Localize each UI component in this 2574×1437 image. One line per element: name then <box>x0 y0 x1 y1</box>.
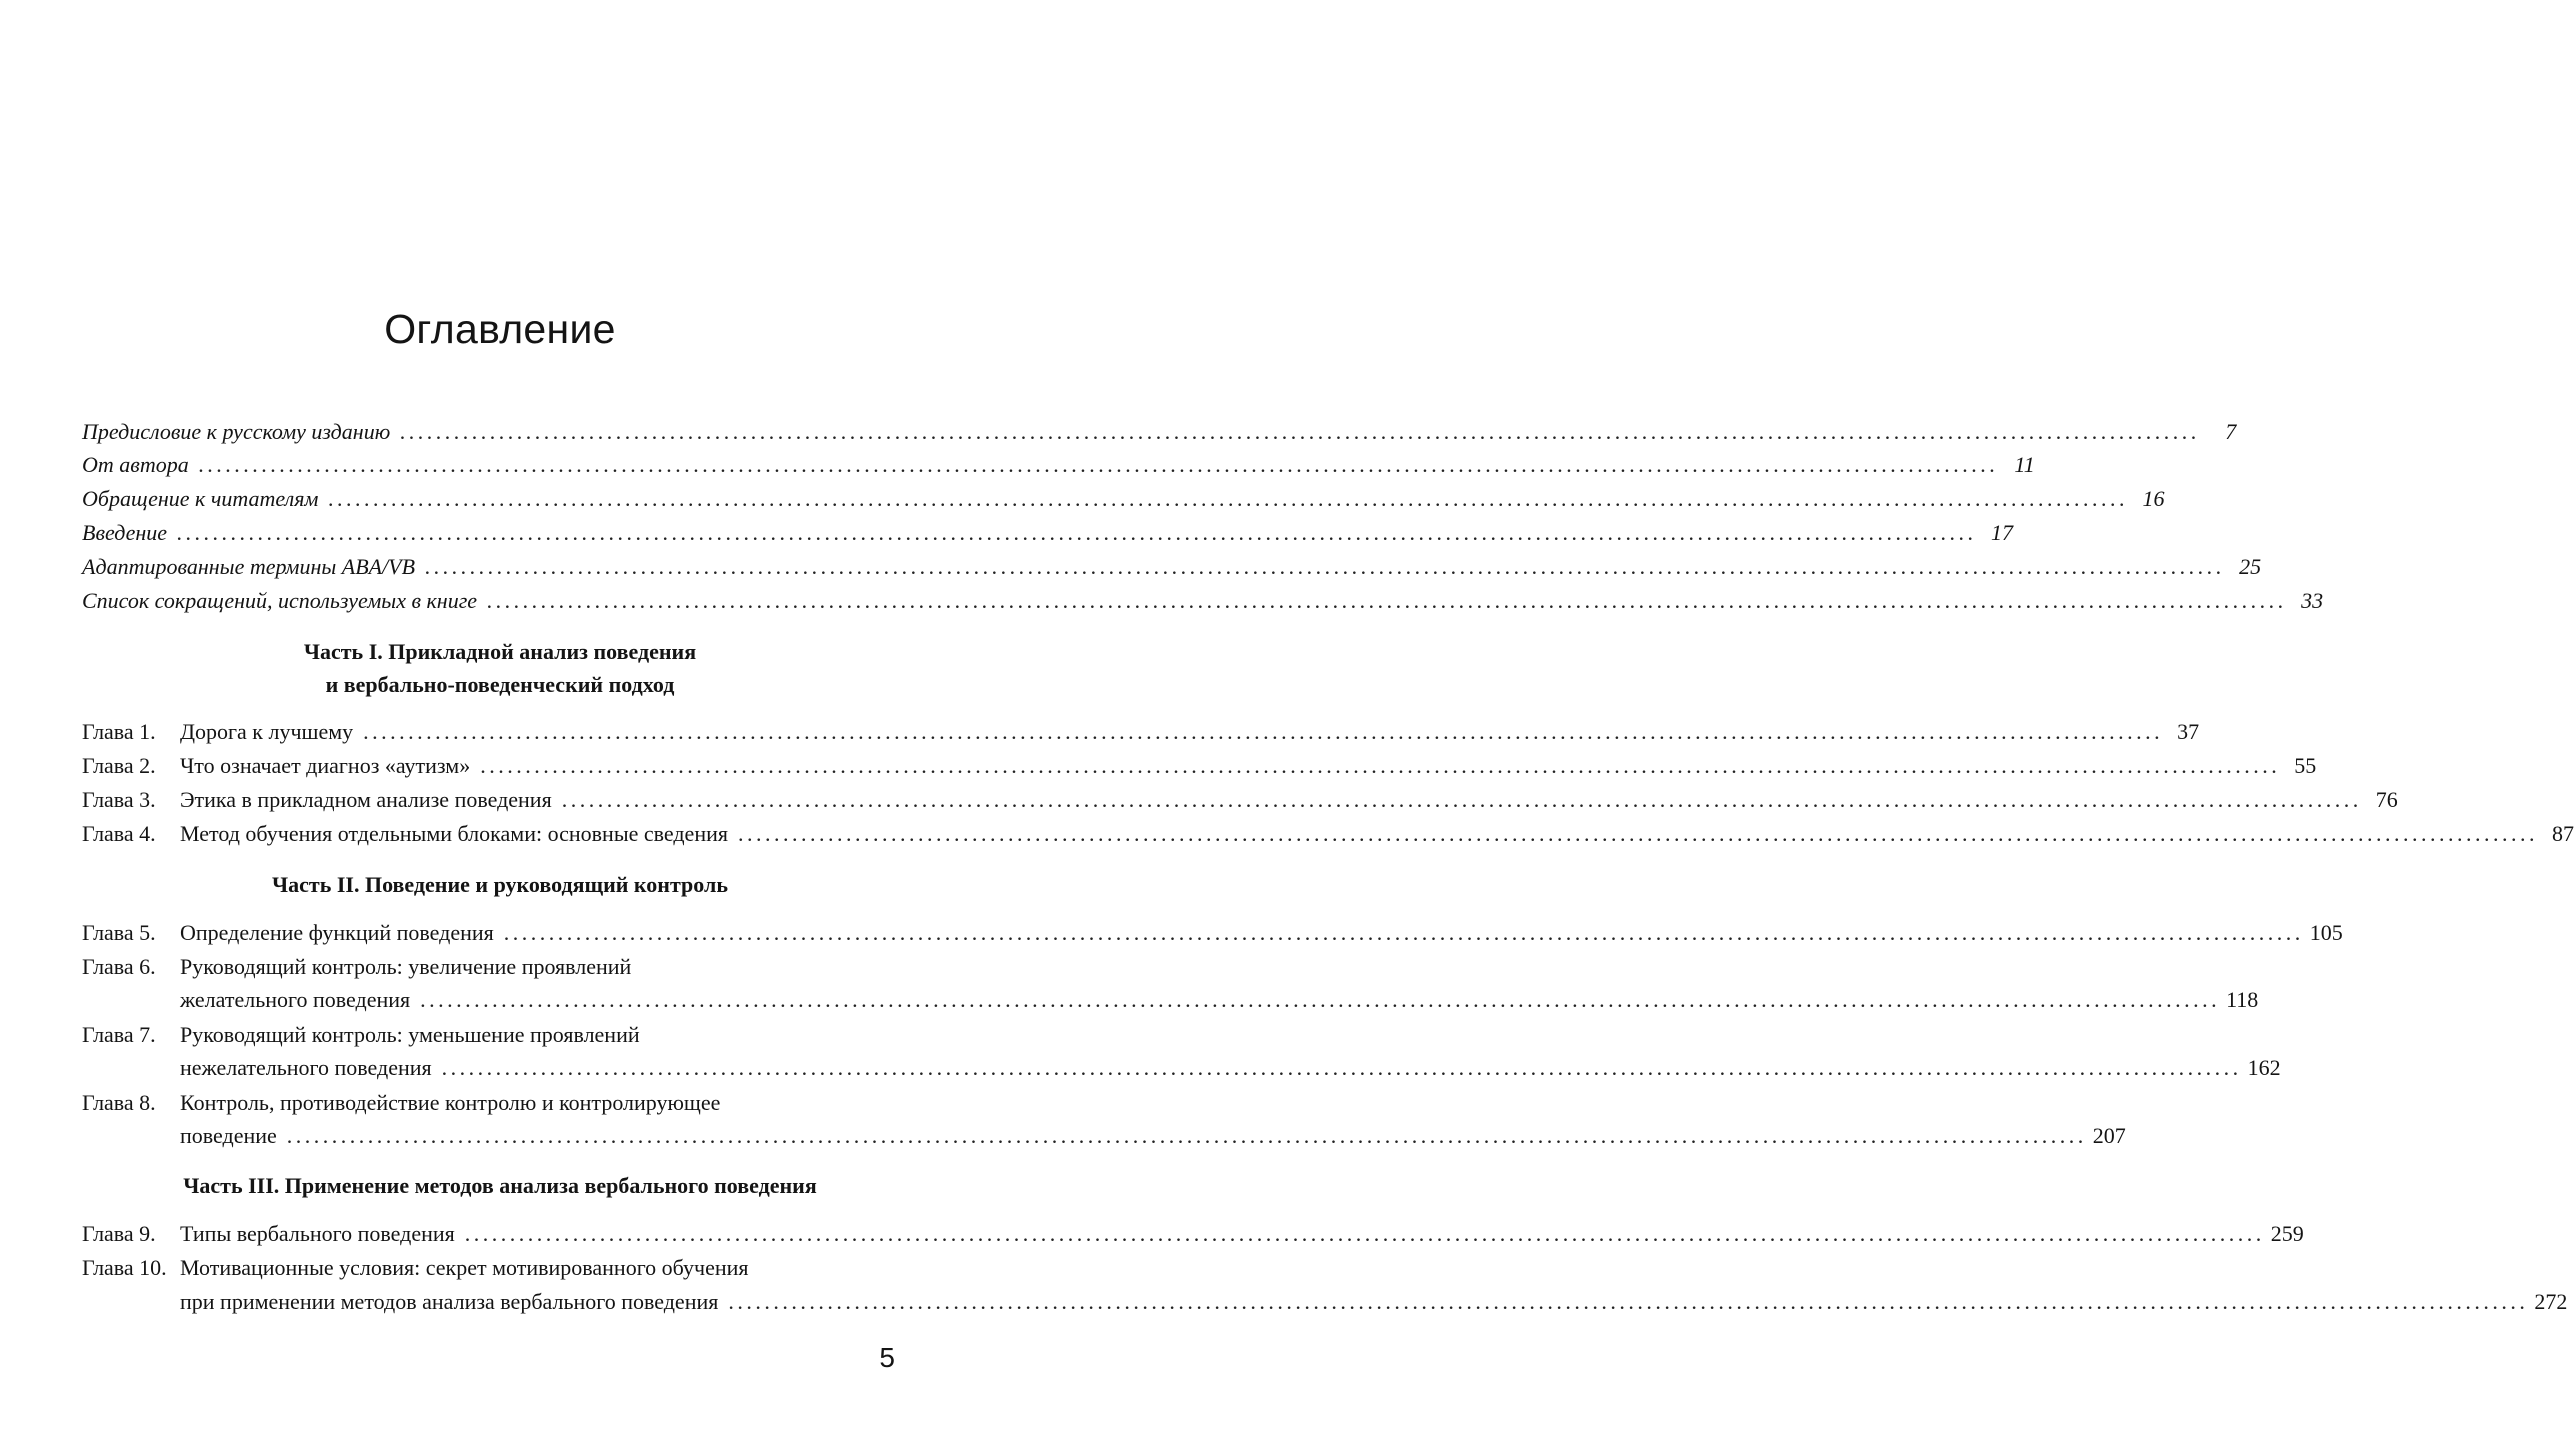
leader-dots: ........................................................................................................................................................................................................ <box>198 452 1999 477</box>
part-title: Часть II. Поведение и руководящий контроль <box>272 872 728 897</box>
part-title: Часть III. Применение методов анализа вербального поведения <box>183 1173 817 1198</box>
leader-dots: ........................................................................................................................................................................................................ <box>728 1289 2529 1314</box>
part-title: Часть I. Прикладной анализ поведения <box>303 639 697 664</box>
leader-dots: ........................................................................................................................................................................................................ <box>363 719 2164 744</box>
leader-dots: ........................................................................................................................................................................................................ <box>400 419 2201 444</box>
page-title: Оглавление <box>384 306 616 352</box>
chapter-title: Что означает диагноз «аутизм» <box>180 753 471 778</box>
toc-entry-title: Предисловие к русскому изданию <box>82 419 391 444</box>
leader-dots: ........................................................................................................................................................................................................ <box>425 554 2226 579</box>
toc-entry-title: Список сокращений, используемых в книге <box>82 588 478 613</box>
chapter-entry-continuation[interactable] <box>82 1285 2568 1319</box>
chapter-number: Глава 10. <box>82 1255 167 1280</box>
chapter-number: Глава 9. <box>82 1221 156 1246</box>
toc-entry-title: От автора <box>82 452 189 477</box>
chapter-number: Глава 2. <box>82 753 156 778</box>
chapter-entry-continuation[interactable] <box>82 983 2259 1017</box>
chapter-entry[interactable] <box>82 950 890 984</box>
toc-entry[interactable] <box>82 550 2262 584</box>
chapter-page: 162 <box>2247 1055 2281 1080</box>
chapter-title: желательного поведения <box>180 987 411 1012</box>
chapter-title: Контроль, противодействие контролю и контролирующее <box>180 1090 721 1115</box>
chapter-number: Глава 3. <box>82 787 156 812</box>
chapter-title: при применении методов анализа вербального поведения <box>180 1289 719 1314</box>
chapter-page: 76 <box>2375 787 2398 812</box>
leader-dots: ........................................................................................................................................................................................................ <box>286 1123 2087 1148</box>
chapter-title: Руководящий контроль: уменьшение проявлений <box>180 1022 640 1047</box>
chapter-title: поведение <box>180 1123 277 1148</box>
toc-entry[interactable] <box>82 482 2165 516</box>
chapter-page: 55 <box>2294 753 2317 778</box>
toc-entry[interactable] <box>82 415 2237 449</box>
part-title: и вербально-поведенческий подход <box>325 672 675 697</box>
chapter-page: 37 <box>2177 719 2200 744</box>
toc-entry-page: 16 <box>2142 486 2165 511</box>
chapter-page: 272 <box>2534 1289 2568 1314</box>
toc-entry-title: Введение <box>82 520 168 545</box>
chapter-title: Определение функций поведения <box>180 920 494 945</box>
toc-entry-page: 33 <box>2301 588 2324 613</box>
chapter-entry[interactable] <box>82 1217 2304 1251</box>
chapter-number: Глава 5. <box>82 920 156 945</box>
leader-dots: ........................................................................................................................................................................................................ <box>738 821 2538 846</box>
leader-dots: ........................................................................................................................................................................................................ <box>420 987 2221 1012</box>
leader-dots: ........................................................................................................................................................................................................ <box>441 1055 2242 1080</box>
chapter-page: 105 <box>2309 920 2343 945</box>
chapter-entry[interactable] <box>82 817 2574 851</box>
chapter-entry[interactable] <box>82 916 2343 950</box>
toc-entry[interactable] <box>82 584 2324 618</box>
chapter-entry[interactable] <box>82 715 2200 749</box>
leader-dots: ........................................................................................................................................................................................................ <box>328 486 2129 511</box>
toc-entry-page: 11 <box>2014 452 2035 477</box>
chapter-number: Глава 1. <box>82 719 156 744</box>
chapter-number: Глава 4. <box>82 821 156 846</box>
toc-entry[interactable] <box>82 448 2035 482</box>
chapter-page: 259 <box>2270 1221 2304 1246</box>
chapter-page: 207 <box>2092 1123 2126 1148</box>
toc-entry[interactable] <box>82 516 2014 550</box>
chapter-title: нежелательного поведения <box>180 1055 432 1080</box>
chapter-page: 87 <box>2552 821 2574 846</box>
chapter-title: Этика в прикладном анализе поведения <box>180 787 552 812</box>
chapter-title: Метод обучения отдельными блоками: основные сведения <box>180 821 728 846</box>
chapter-title: Мотивационные условия: секрет мотивированного обучения <box>180 1255 749 1280</box>
chapter-number: Глава 6. <box>82 954 156 979</box>
toc-entry-title: Адаптированные термины ABA/VB <box>82 554 416 579</box>
toc-entry-page: 7 <box>2225 419 2237 444</box>
leader-dots: ........................................................................................................................................................................................................ <box>503 920 2304 945</box>
chapter-entry[interactable] <box>82 1018 890 1052</box>
chapter-entry[interactable] <box>82 1086 890 1120</box>
chapter-entry-continuation[interactable] <box>82 1119 2126 1153</box>
chapter-number: Глава 8. <box>82 1090 156 1115</box>
chapter-entry[interactable] <box>82 749 2317 783</box>
page-number: 5 <box>879 1342 895 1373</box>
chapter-page: 118 <box>2226 987 2259 1012</box>
chapter-entry-continuation[interactable] <box>82 1051 2281 1085</box>
chapter-title: Руководящий контроль: увеличение проявлений <box>180 954 632 979</box>
chapter-entry[interactable] <box>82 1251 890 1285</box>
toc-entry-title: Обращение к читателям <box>82 486 319 511</box>
leader-dots: ........................................................................................................................................................................................................ <box>487 588 2288 613</box>
chapter-entry[interactable] <box>82 783 2398 817</box>
leader-dots: ........................................................................................................................................................................................................ <box>177 520 1978 545</box>
leader-dots: ........................................................................................................................................................................................................ <box>561 787 2362 812</box>
toc-entry-page: 17 <box>1991 520 2014 545</box>
leader-dots: ........................................................................................................................................................................................................ <box>480 753 2281 778</box>
chapter-title: Дорога к лучшему <box>180 719 354 744</box>
leader-dots: ........................................................................................................................................................................................................ <box>464 1221 2265 1246</box>
toc-entry-page: 25 <box>2239 554 2262 579</box>
chapter-number: Глава 7. <box>82 1022 156 1047</box>
chapter-title: Типы вербального поведения <box>180 1221 455 1246</box>
